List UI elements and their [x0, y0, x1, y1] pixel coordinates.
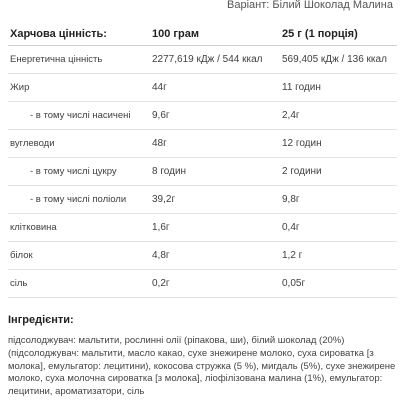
- table-row: [8, 186, 397, 214]
- value-per-100g: 9,6г: [150, 102, 280, 130]
- nutrient-name: - в тому числі поліоли: [8, 186, 150, 214]
- table-row: [8, 46, 397, 74]
- nutrient-name: - в тому числі насичені: [8, 102, 150, 130]
- nutrition-table: [8, 22, 397, 298]
- table-row: [8, 102, 397, 130]
- table-row: [8, 242, 397, 270]
- nutrient-name: сіль: [8, 270, 150, 298]
- ingredients-line: молоко, суха молочна сироватка [з молока], ліофілізована малина (1%), емульгатор:: [8, 373, 383, 385]
- value-per-100g: 1,6г: [150, 214, 280, 242]
- table-row: [8, 270, 397, 298]
- table-row: [8, 214, 397, 242]
- header-per-100g: 100 грам: [150, 22, 280, 46]
- value-per-100g: 8 годин: [150, 158, 280, 186]
- value-per-serving: 2 години: [280, 158, 397, 186]
- table-row: [8, 158, 397, 186]
- nutrient-name: клітковина: [8, 214, 150, 242]
- header-per-serving: 25 г (1 порція): [280, 22, 397, 46]
- value-per-100g: 2277,619 кДж / 544 ккал: [150, 46, 280, 74]
- value-per-serving: 2,4г: [280, 102, 397, 130]
- value-per-serving: 569,405 кДж / 136 ккал: [280, 46, 397, 74]
- ingredients-text: [8, 335, 398, 399]
- nutrient-name: вуглеводи: [8, 130, 150, 158]
- value-per-serving: 11 годин: [280, 74, 397, 102]
- value-per-serving: 1,2 г: [280, 242, 397, 270]
- ingredients-line: молока], емульгатор: лецитини), кокосова стружка (5 %), мигдаль (5%), сухе знежирене: [8, 360, 396, 372]
- nutrient-name: білок: [8, 242, 150, 270]
- nutrient-name: Жир: [8, 74, 150, 102]
- nutrient-name: - в тому числі цукру: [8, 158, 150, 186]
- nutrition-header-row: [8, 22, 397, 46]
- header-nutrition-value: Харчова цінність:: [8, 22, 150, 46]
- nutrient-name: Енергетична цінність: [8, 46, 150, 74]
- ingredients-line: (підсолоджувач: мальтити, масло какао, сухе знежирене молоко, суха сироватка [з: [8, 347, 374, 359]
- variant-label: Варіант: Білий Шоколад Малина: [227, 0, 393, 11]
- ingredients-title: Інгредієнти:: [8, 314, 74, 326]
- value-per-100g: 39,2г: [150, 186, 280, 214]
- table-row: [8, 74, 397, 102]
- value-per-100g: 0,2г: [150, 270, 280, 298]
- ingredients-line: лецитини, ароматизатори, сіль: [8, 386, 145, 398]
- value-per-serving: 0,4г: [280, 214, 397, 242]
- value-per-100g: 48г: [150, 130, 280, 158]
- table-row: [8, 130, 397, 158]
- value-per-100g: 4,8г: [150, 242, 280, 270]
- value-per-serving: 9,8г: [280, 186, 397, 214]
- value-per-100g: 44г: [150, 74, 280, 102]
- ingredients-line: підсолоджувач: мальтити, рослинні олії (ріпакова, ши), білий шоколад (20%): [8, 335, 345, 346]
- value-per-serving: 0,05г: [280, 270, 397, 298]
- value-per-serving: 12 годин: [280, 130, 397, 158]
